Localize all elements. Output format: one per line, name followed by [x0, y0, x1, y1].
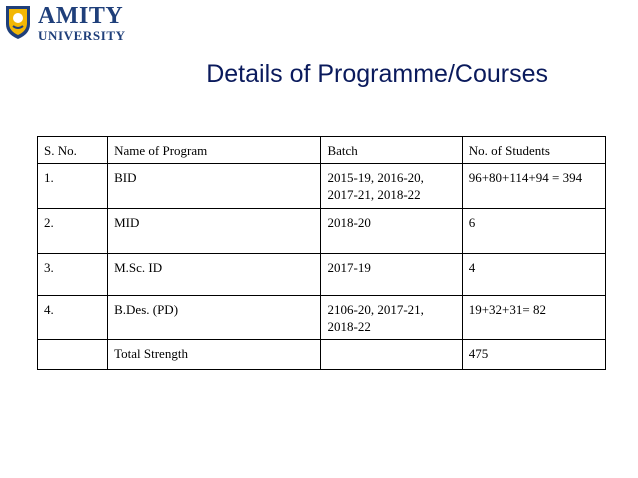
header-s-no: S. No.	[38, 137, 108, 164]
amity-logo	[4, 4, 126, 44]
cell-total-value: 475	[462, 339, 605, 369]
cell-s-no: 4.	[38, 296, 108, 340]
table-row	[38, 296, 606, 340]
cell-batch: 2106-20, 2017-21, 2018-22	[321, 296, 462, 340]
amity-crest-icon	[4, 4, 32, 40]
table-row	[38, 254, 606, 296]
page-title: Details of Programme/Courses	[206, 60, 548, 88]
cell-total-label: Total Strength	[108, 339, 321, 369]
logo-name: AMITY	[38, 3, 124, 29]
header-program-name: Name of Program	[108, 137, 321, 164]
cell-students: 96+80+114+94 = 394	[462, 164, 605, 209]
cell-program-name: BID	[108, 164, 321, 209]
cell-total-empty	[38, 339, 108, 369]
cell-students: 4	[462, 254, 605, 296]
cell-batch: 2018-20	[321, 209, 462, 254]
header-batch: Batch	[321, 137, 462, 164]
cell-total-empty	[321, 339, 462, 369]
page-title-wrapper	[0, 60, 548, 89]
cell-s-no: 2.	[38, 209, 108, 254]
cell-batch: 2017-19	[321, 254, 462, 296]
cell-program-name: M.Sc. ID	[108, 254, 321, 296]
logo-subtitle: UNIVERSITY	[38, 28, 126, 43]
table-row	[38, 164, 606, 209]
table-total-row	[38, 339, 606, 369]
cell-s-no: 1.	[38, 164, 108, 209]
table-row	[38, 209, 606, 254]
cell-program-name: B.Des. (PD)	[108, 296, 321, 340]
cell-s-no: 3.	[38, 254, 108, 296]
cell-batch: 2015-19, 2016-20, 2017-21, 2018-22	[321, 164, 462, 209]
cell-students: 19+32+31= 82	[462, 296, 605, 340]
programme-table	[37, 136, 606, 370]
cell-program-name: MID	[108, 209, 321, 254]
header-students: No. of Students	[462, 137, 605, 164]
cell-students: 6	[462, 209, 605, 254]
table-header-row	[38, 137, 606, 164]
